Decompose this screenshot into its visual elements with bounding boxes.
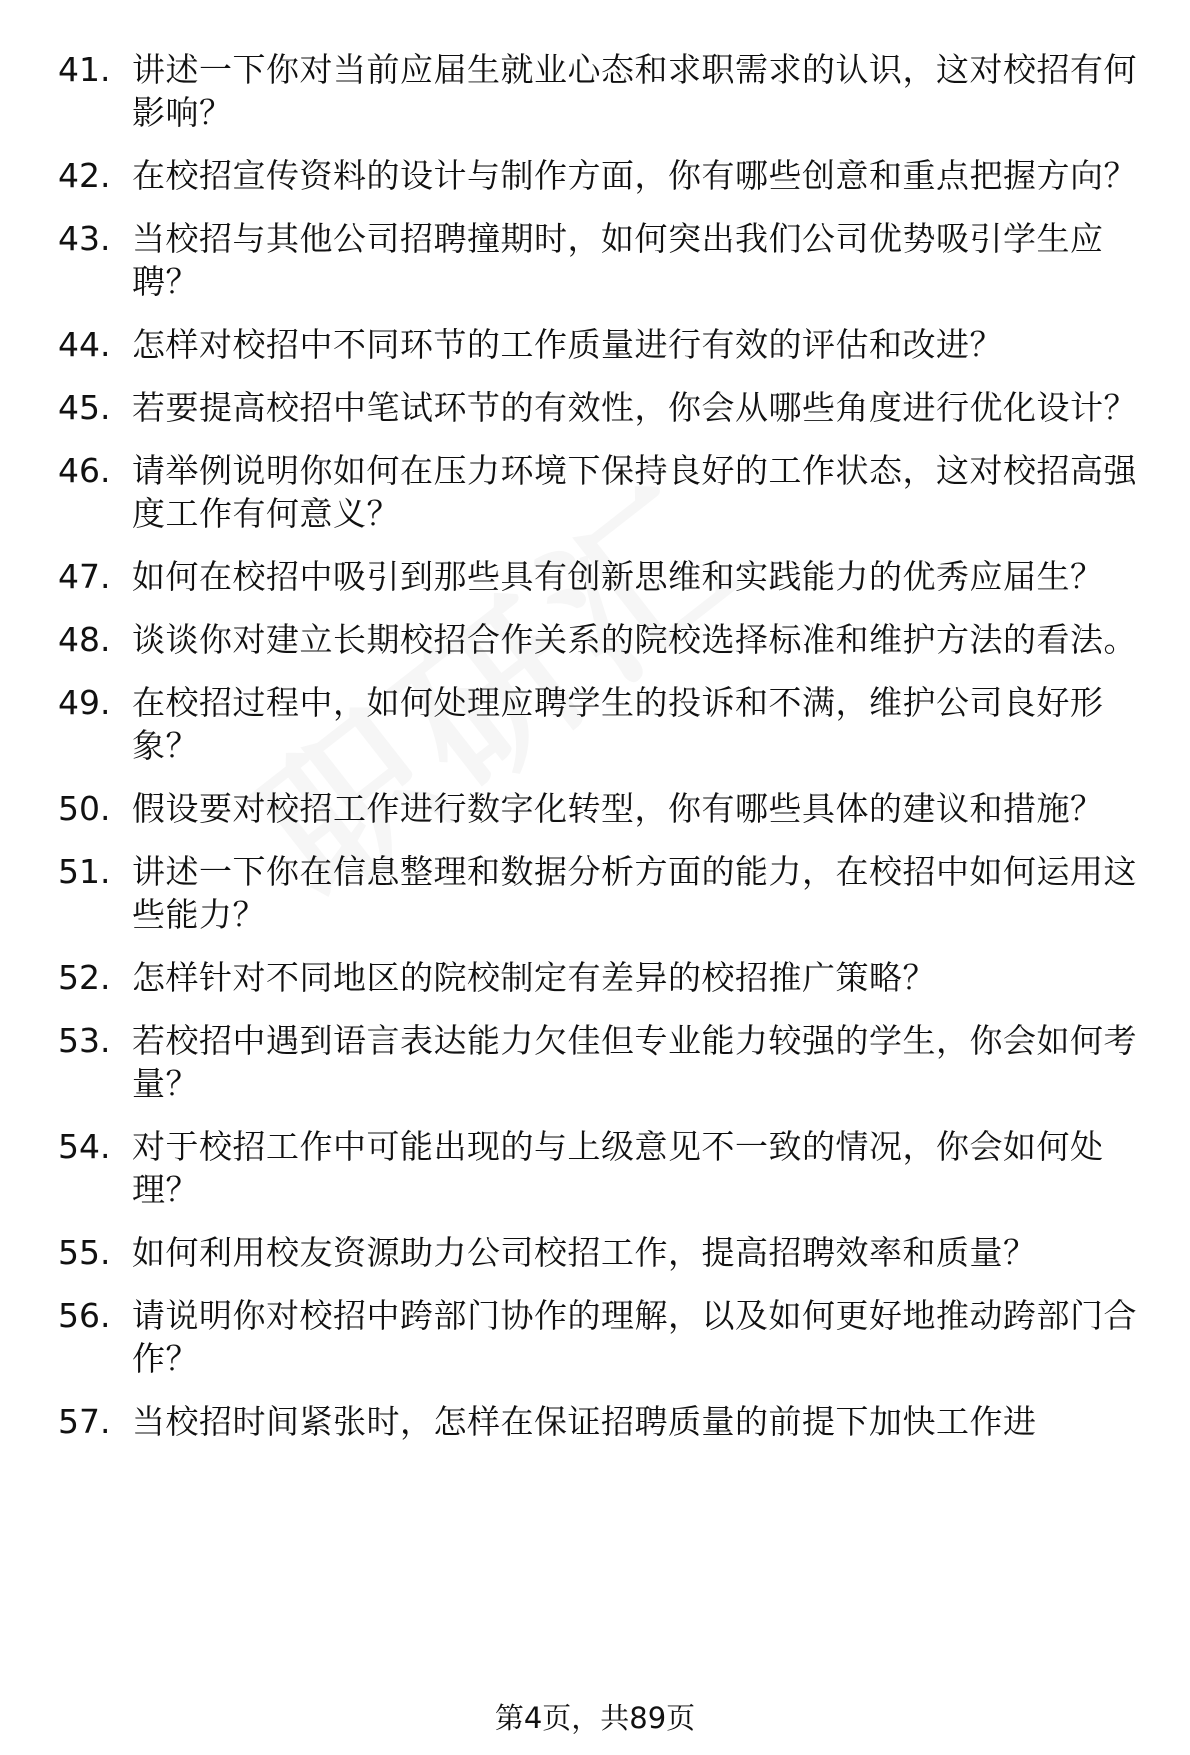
question-item bbox=[58, 787, 1158, 830]
question-list bbox=[58, 48, 1158, 1463]
question-text: 当校招与其他公司招聘撞期时，如何突出我们公司优势吸引学生应聘？ bbox=[132, 219, 1104, 301]
question-number: 50. bbox=[58, 789, 111, 828]
question-text: 怎样针对不同地区的院校制定有差异的校招推广策略？ bbox=[132, 958, 936, 997]
question-text: 如何利用校友资源助力公司校招工作，提高招聘效率和质量？ bbox=[132, 1233, 1037, 1272]
question-item bbox=[58, 449, 1158, 535]
question-text: 请举例说明你如何在压力环境下保持良好的工作状态，这对校招高强度工作有何意义？ bbox=[132, 451, 1137, 533]
question-item bbox=[58, 555, 1158, 598]
question-number: 47. bbox=[58, 557, 111, 596]
question-text: 怎样对校招中不同环节的工作质量进行有效的评估和改进？ bbox=[132, 325, 1003, 364]
question-number: 42. bbox=[58, 156, 111, 195]
question-item bbox=[58, 323, 1158, 366]
question-number: 51. bbox=[58, 852, 111, 891]
question-number: 45. bbox=[58, 388, 111, 427]
question-text: 若校招中遇到语言表达能力欠佳但专业能力较强的学生，你会如何考量？ bbox=[132, 1021, 1137, 1103]
question-number: 46. bbox=[58, 451, 111, 490]
question-item bbox=[58, 48, 1158, 134]
question-text: 如何在校招中吸引到那些具有创新思维和实践能力的优秀应届生？ bbox=[132, 557, 1104, 596]
question-item bbox=[58, 217, 1158, 303]
question-text: 谈谈你对建立长期校招合作关系的院校选择标准和维护方法的看法。 bbox=[132, 620, 1137, 659]
question-text: 当校招时间紧张时，怎样在保证招聘质量的前提下加快工作进 bbox=[132, 1402, 1037, 1441]
question-text: 请说明你对校招中跨部门协作的理解，以及如何更好地推动跨部门合作？ bbox=[132, 1296, 1137, 1378]
question-item bbox=[58, 956, 1158, 999]
question-item bbox=[58, 1294, 1158, 1380]
question-number: 54. bbox=[58, 1127, 111, 1166]
page-footer: 第4页，共89页 bbox=[494, 1701, 696, 1735]
question-item bbox=[58, 1231, 1158, 1274]
question-number: 41. bbox=[58, 50, 111, 89]
question-text: 假设要对校招工作进行数字化转型，你有哪些具体的建议和措施？ bbox=[132, 789, 1104, 828]
question-number: 55. bbox=[58, 1233, 111, 1272]
question-item bbox=[58, 1019, 1158, 1105]
question-text: 在校招过程中，如何处理应聘学生的投诉和不满，维护公司良好形象？ bbox=[132, 683, 1104, 765]
question-number: 44. bbox=[58, 325, 111, 364]
question-item bbox=[58, 618, 1158, 661]
question-number: 57. bbox=[58, 1402, 111, 1441]
question-text: 若要提高校招中笔试环节的有效性，你会从哪些角度进行优化设计？ bbox=[132, 388, 1137, 427]
question-text: 在校招宣传资料的设计与制作方面，你有哪些创意和重点把握方向？ bbox=[132, 156, 1137, 195]
question-number: 49. bbox=[58, 683, 111, 722]
question-text: 对于校招工作中可能出现的与上级意见不一致的情况，你会如何处理？ bbox=[132, 1127, 1104, 1209]
question-text: 讲述一下你在信息整理和数据分析方面的能力，在校招中如何运用这些能力？ bbox=[132, 852, 1137, 934]
question-number: 56. bbox=[58, 1296, 111, 1335]
question-item bbox=[58, 1400, 1158, 1443]
question-item bbox=[58, 850, 1158, 936]
question-item bbox=[58, 681, 1158, 767]
question-item bbox=[58, 386, 1158, 429]
question-item bbox=[58, 1125, 1158, 1211]
question-text: 讲述一下你对当前应届生就业心态和求职需求的认识，这对校招有何影响？ bbox=[132, 50, 1137, 132]
question-number: 43. bbox=[58, 219, 111, 258]
question-item bbox=[58, 154, 1158, 197]
question-number: 52. bbox=[58, 958, 111, 997]
question-number: 48. bbox=[58, 620, 111, 659]
question-number: 53. bbox=[58, 1021, 111, 1060]
